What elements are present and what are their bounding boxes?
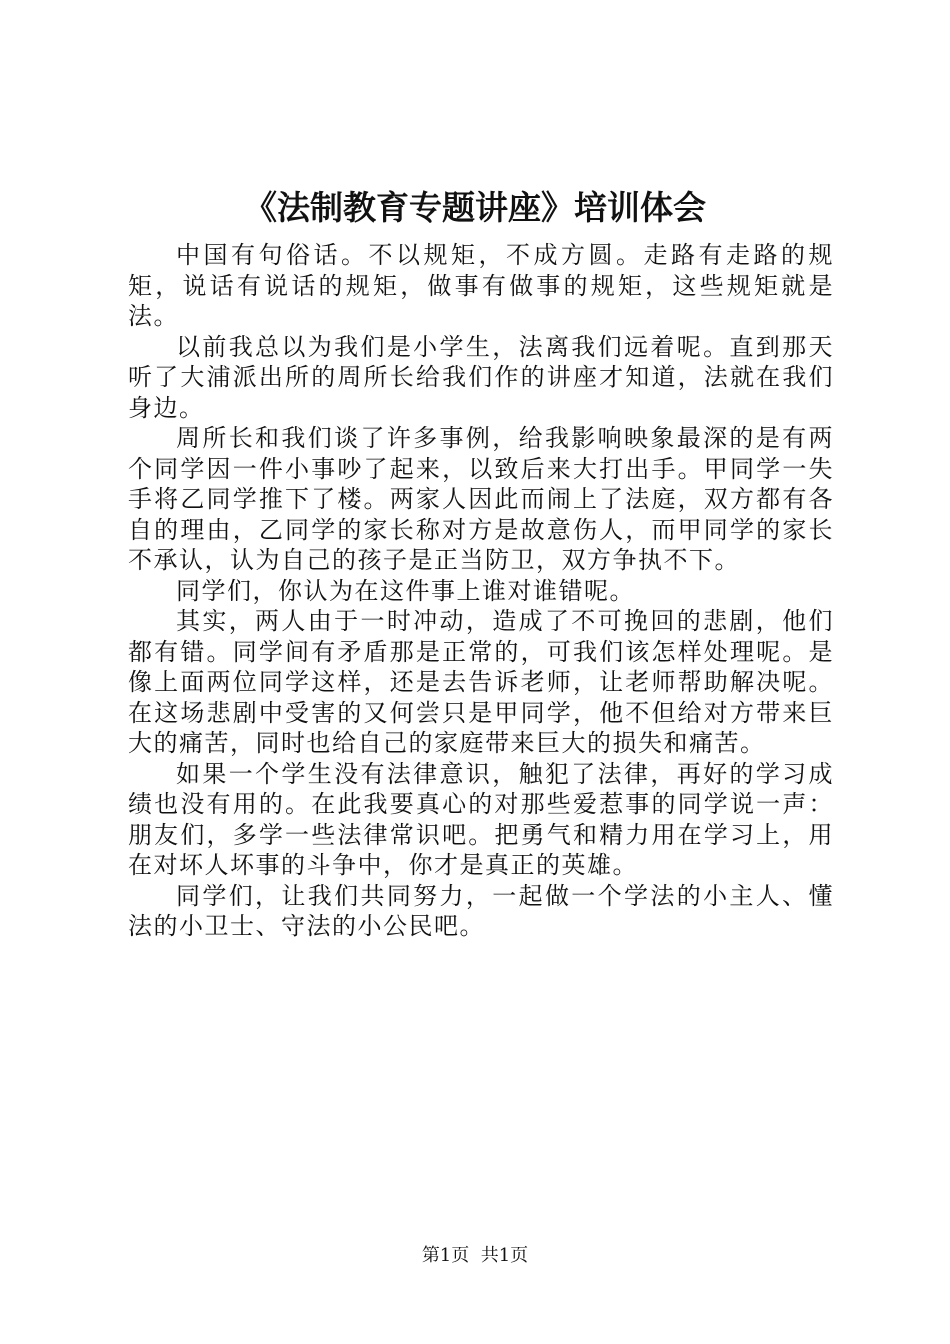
paragraph-4: 同学们，你认为在这件事上谁对谁错呢。 [176,576,635,605]
paragraph-7: 同学们，让我们共同努力，一起做一个学法的小主人、懂法的小卫士、守法的小公民吧。 [128,881,834,940]
page-footer [0,1244,950,1268]
paragraph-1: 中国有句俗话。不以规矩，不成方圆。走路有走路的规矩，说话有说话的规矩，做事有做事的规矩，这些规矩就是法。 [128,241,834,330]
page-total: 共1页 [480,1245,529,1266]
document-title: 《法制教育专题讲座》培训体会 [244,188,706,227]
paragraph-2: 以前我总以为我们是小学生，法离我们远着呢。直到那天听了大浦派出所的周所长给我们作的讲座才知道，法就在我们身边。 [128,332,834,422]
document-body [128,240,834,942]
footer-spacer [469,1245,480,1266]
page-number: 第1页 [421,1245,470,1266]
paragraph-5: 其实，两人由于一时冲动，造成了不可挽回的悲剧，他们都有错。同学间有矛盾那是正常的，可我们该怎样处理呢。是像上面两位同学这样，还是去告诉老师，让老师帮助解决呢。在这场悲剧中受害的又何尝只是甲同学，他不但给对方带来巨大的痛苦，同时也给自己的家庭带来巨大的损失和痛苦。 [128,607,834,757]
paragraph-3: 周所长和我们谈了许多事例，给我影响映象最深的是有两个同学因一件小事吵了起来，以致后来大打出手。甲同学一失手将乙同学推下了楼。两家人因此而闹上了法庭，双方都有各自的理由，乙同学的家长称对方是故意伤人，而甲同学的家长不承认，认为自己的孩子是正当防卫，双方争执不下。 [128,424,834,574]
paragraph-6: 如果一个学生没有法律意识，触犯了法律，再好的学习成绩也没有用的。在此我要真心的对那些爱惹事的同学说一声：朋友们，多学一些法律常识吧。把勇气和精力用在学习上，用在对坏人坏事的斗争中，你才是真正的英雄。 [128,759,834,879]
